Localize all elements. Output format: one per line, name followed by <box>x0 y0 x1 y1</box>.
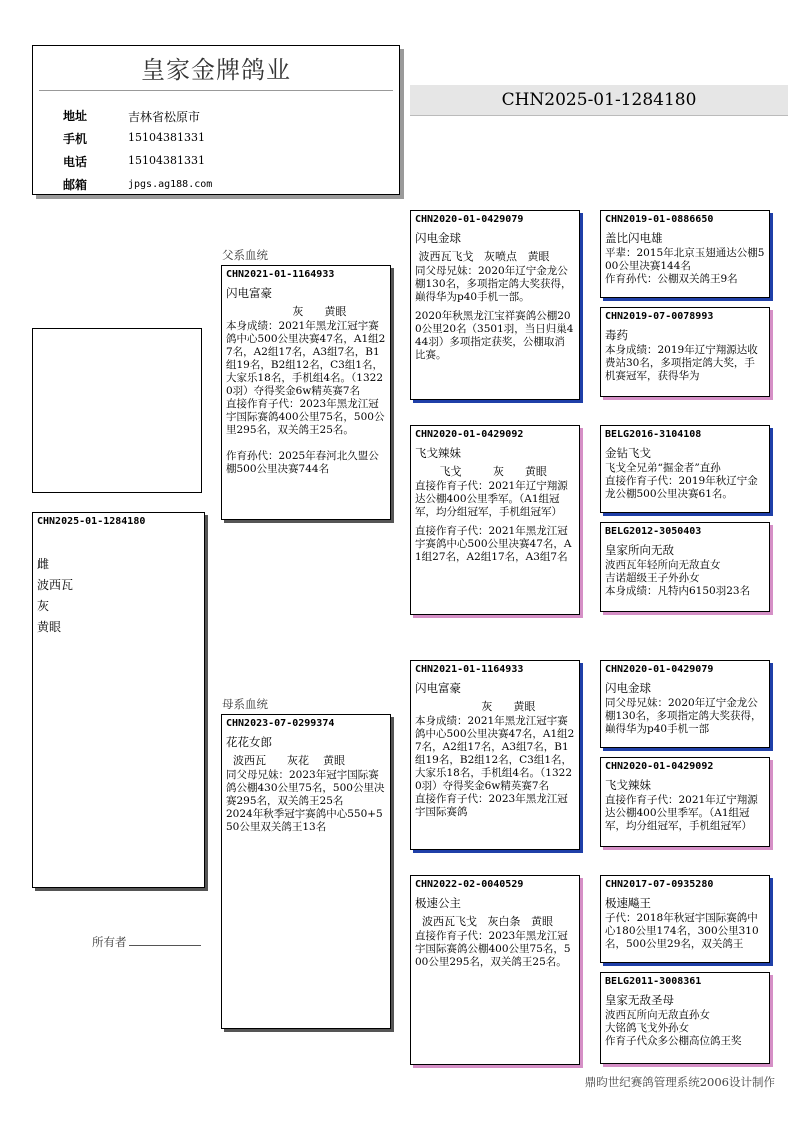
sire-sire-name: 闪电金球 <box>415 231 461 245</box>
owner-line <box>129 945 201 946</box>
dsd-description: 直接作育子代：2021年辽宁翔源达公棚400公里季军。（A1组冠军，均分组冠军，手机组冠军） <box>605 794 758 832</box>
breeder-title: 皇家金牌鸽业 <box>141 56 291 84</box>
dds-description: 子代：2018年秋冠宇国际赛鸽中心180公里174名，300公里310名，500公里29名，双关鸽王 <box>605 912 759 950</box>
address-value: 吉林省松原市 <box>128 110 201 124</box>
sire-sire-card <box>410 210 580 400</box>
sire-dam-description: 直接作育子代：2021年辽宁翔源达公棚400公里季军。（A1组冠军，均分组冠军，手机组冠军） <box>415 480 568 518</box>
dam-sire-attributes: 灰 黄眼 <box>415 700 536 713</box>
dam-sire-card <box>410 660 580 850</box>
dam-dam-description: 直接作育子代：2023年黑龙江冠宇国际赛鸽公棚400公里75名，500公里295名，双关鸽王25名。 <box>415 930 571 968</box>
dam-sire-ring-id: CHN2021-01-1164933 <box>415 664 524 675</box>
sds-ring-id: BELG2016-3104108 <box>605 429 702 440</box>
dam-ring-id: CHN2023-07-0299374 <box>226 718 335 729</box>
sss-card <box>600 210 770 298</box>
sss-ring-id: CHN2019-01-0886650 <box>605 214 714 225</box>
dss-name: 闪电金球 <box>605 681 651 695</box>
dds-name: 极速飚王 <box>605 896 651 910</box>
dam-name: 花花女郎 <box>226 735 272 749</box>
sire-sire-ring-id: CHN2020-01-0429079 <box>415 214 524 225</box>
ddd-name: 皇家无敌圣母 <box>605 993 674 1007</box>
dam-sire-name: 闪电富豪 <box>415 681 461 695</box>
dds-card <box>600 875 770 963</box>
phone-label: 手机 <box>63 132 88 146</box>
sire-sire-description: 同父母兄妹：2020年辽宁金龙公棚130名，多项指定鸽大奖获得，巅得华为p40手机一部。 <box>415 265 572 303</box>
dam-description: 同父母兄妹：2023年冠宇国际赛鸽公棚430公里75名，500公里决赛295名，双关鸽王25名 2024年秋季冠宇赛鸽中心550+550公里双关鸽王13名 <box>226 769 385 833</box>
sire-dam-ring-id: CHN2020-01-0429092 <box>415 429 524 440</box>
dam-dam-attributes: 波西瓦飞戈 灰白条 黄眼 <box>415 915 553 928</box>
sire-sire-description-2: 2020年秋黑龙江宝祥赛鸽公棚200公里20名（3501羽，当日归巢444羽）多项指定获奖，公棚取消比赛。 <box>415 310 574 361</box>
subject-strain: 波西瓦 <box>37 578 74 592</box>
dam-line-label: 母系血统 <box>222 697 268 711</box>
ring-number-banner <box>410 85 788 116</box>
tel-label: 电话 <box>63 155 88 169</box>
owner-field <box>92 934 201 950</box>
ring-number: CHN2025-01-1284180 <box>501 90 697 110</box>
dam-dam-card <box>410 875 580 1065</box>
dam-attributes: 波西瓦 灰花 黄眼 <box>226 754 345 767</box>
footer-credit: 鼎昀世纪赛鸽管理系统2006设计制作 <box>584 1075 775 1089</box>
sire-sire-attributes: 波西瓦飞戈 灰喷点 黄眼 <box>415 250 550 263</box>
sdd-ring-id: BELG2012-3050403 <box>605 526 702 537</box>
dss-card <box>600 660 770 748</box>
dam-dam-ring-id: CHN2022-02-0040529 <box>415 879 524 890</box>
dam-card <box>221 714 391 1029</box>
sire-description: 本身成绩：2021年黑龙江冠宇赛鸽中心500公里决赛47名，A1组27名，A2组17名，A3组7名，B1组19名，B2组12名，C3组1名，大家乐18名，手机组4名。（13220羽）夺得奖金6w精英赛7名 直接作育子代：2023年黑龙江冠宇国际赛鸽400公里75名，500公里295名，双关鸽王25名。 作育孙代：2025年春河北久盟公棚500公里决赛744名 <box>226 320 386 475</box>
sds-description: 飞戈全兄弟“掘金者”直孙 直接作育子代：2019年秋辽宁金龙公棚500公里决赛61名。 <box>605 462 758 500</box>
email-value: jpgs.ag188.com <box>128 179 213 190</box>
sire-name: 闪电富豪 <box>226 286 272 300</box>
sire-line-label: 父系血统 <box>222 248 268 262</box>
sire-dam-description-2: 直接作育子代：2021年黑龙江冠宇赛鸽中心500公里决赛47名，A1组27名，A2组17名，A3组7名 <box>415 525 572 563</box>
dds-ring-id: CHN2017-07-0935280 <box>605 879 714 890</box>
sire-card <box>221 265 391 520</box>
tel-value: 15104381331 <box>128 154 205 167</box>
dss-ring-id: CHN2020-01-0429079 <box>605 664 714 675</box>
phone-value: 15104381331 <box>128 131 205 144</box>
photo-placeholder <box>32 328 202 493</box>
ssd-card <box>600 307 770 397</box>
sds-card <box>600 425 770 513</box>
dsd-card <box>600 757 770 847</box>
ddd-card <box>600 972 770 1064</box>
sss-name: 盖比闪电雄 <box>605 231 663 245</box>
owner-label: 所有者 <box>92 935 127 949</box>
ssd-description: 本身成绩：2019年辽宁翔源达收费站30名，多项指定鸽大奖，手机赛冠军，获得华为 <box>605 344 758 382</box>
sire-attributes: 灰 黄眼 <box>226 305 347 318</box>
sdd-description: 波西瓦年轻所向无敌直女 吉诺超级王子外孙女 本身成绩：凡特内6150羽23名 <box>605 559 751 597</box>
dam-sire-description: 本身成绩：2021年黑龙江冠宇赛鸽中心500公里决赛47名，A1组27名，A2组17名，A3组7名，B1组19名，B2组12名，C3组1名，大家乐18名，手机组4名。（13220羽）夺得奖金6w精英赛7名 直接作育子代：2023年黑龙江冠宇国际赛鸽 <box>415 715 575 818</box>
subject-sex: 雌 <box>37 557 50 571</box>
dss-description: 同父母兄妹：2020年辽宁金龙公棚130名，多项指定鸽大奖获得，巅得华为p40手机一部 <box>605 697 762 735</box>
email-label: 邮箱 <box>63 178 88 192</box>
subject-card <box>32 512 205 888</box>
ddd-ring-id: BELG2011-3008361 <box>605 976 702 987</box>
dsd-name: 飞戈辣妹 <box>605 778 651 792</box>
dam-dam-name: 极速公主 <box>415 896 461 910</box>
sire-dam-name: 飞戈辣妹 <box>415 446 461 460</box>
ssd-name: 毒药 <box>605 328 628 342</box>
sdd-name: 皇家所向无敌 <box>605 543 674 557</box>
dsd-ring-id: CHN2020-01-0429092 <box>605 761 714 772</box>
subject-color: 灰 <box>37 599 50 613</box>
sss-description: 平辈：2015年北京玉翅通达公棚500公里决赛144名 作育孙代：公棚双关鸽王9名 <box>605 247 765 285</box>
subject-ring-id: CHN2025-01-1284180 <box>37 516 146 527</box>
sdd-card <box>600 522 770 612</box>
address-label: 地址 <box>63 109 88 123</box>
sire-dam-attributes: 飞戈 灰 黄眼 <box>415 465 547 478</box>
title-divider <box>39 90 393 91</box>
sire-ring-id: CHN2021-01-1164933 <box>226 269 335 280</box>
ddd-description: 波西瓦所向无敌直孙女 大铭鸽飞戈外孙女 作育子代众多公棚高位鸽王奖 <box>605 1009 742 1047</box>
subject-eye: 黄眼 <box>37 620 62 634</box>
ssd-ring-id: CHN2019-07-0078993 <box>605 311 714 322</box>
sire-dam-card <box>410 425 580 615</box>
breeder-info-box <box>32 45 400 195</box>
sds-name: 金钻飞戈 <box>605 446 651 460</box>
